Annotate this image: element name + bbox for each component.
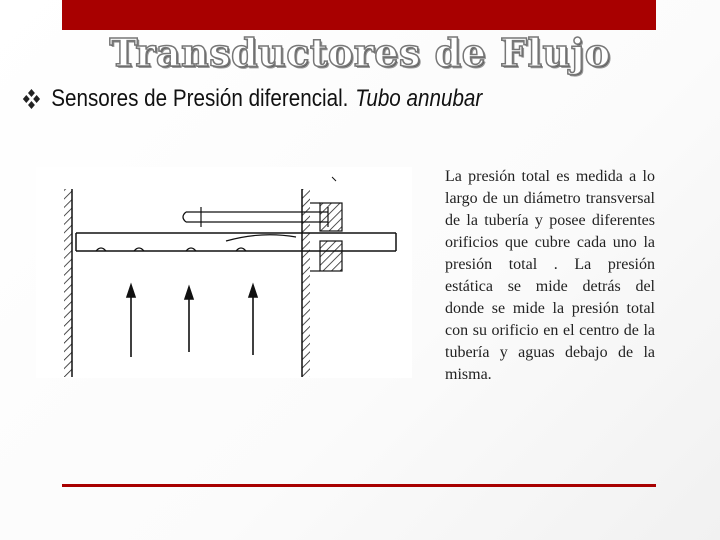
left-pipe-wall: [64, 189, 72, 377]
annubar-tube-diagram: [36, 167, 412, 378]
bullet-line: [22, 82, 482, 116]
bullet-italic-text: Tubo annubar: [355, 85, 483, 112]
flow-direction-arrows: [127, 285, 257, 357]
total-pressure-tube: [76, 233, 396, 251]
four-diamond-bullet-icon: [22, 88, 41, 110]
top-accent-bar: [62, 0, 656, 30]
bottom-accent-line: [62, 484, 656, 487]
packing-gland: [310, 203, 342, 271]
bullet-text: Sensores de Presión diferencial.: [51, 85, 349, 112]
right-pipe-wall: [302, 189, 310, 377]
description-paragraph: La presión total es medida a lo largo de un diámetro transversal de la tubería y posee diferentes orificios que cubre cada uno la presión total . La presión estática se mide detrás del donde se mide la presión total con su orificio en el centro de la tubería y aguas debajo de la misma.: [445, 168, 655, 383]
slide-title: Transductores de Flujo: [109, 30, 611, 75]
